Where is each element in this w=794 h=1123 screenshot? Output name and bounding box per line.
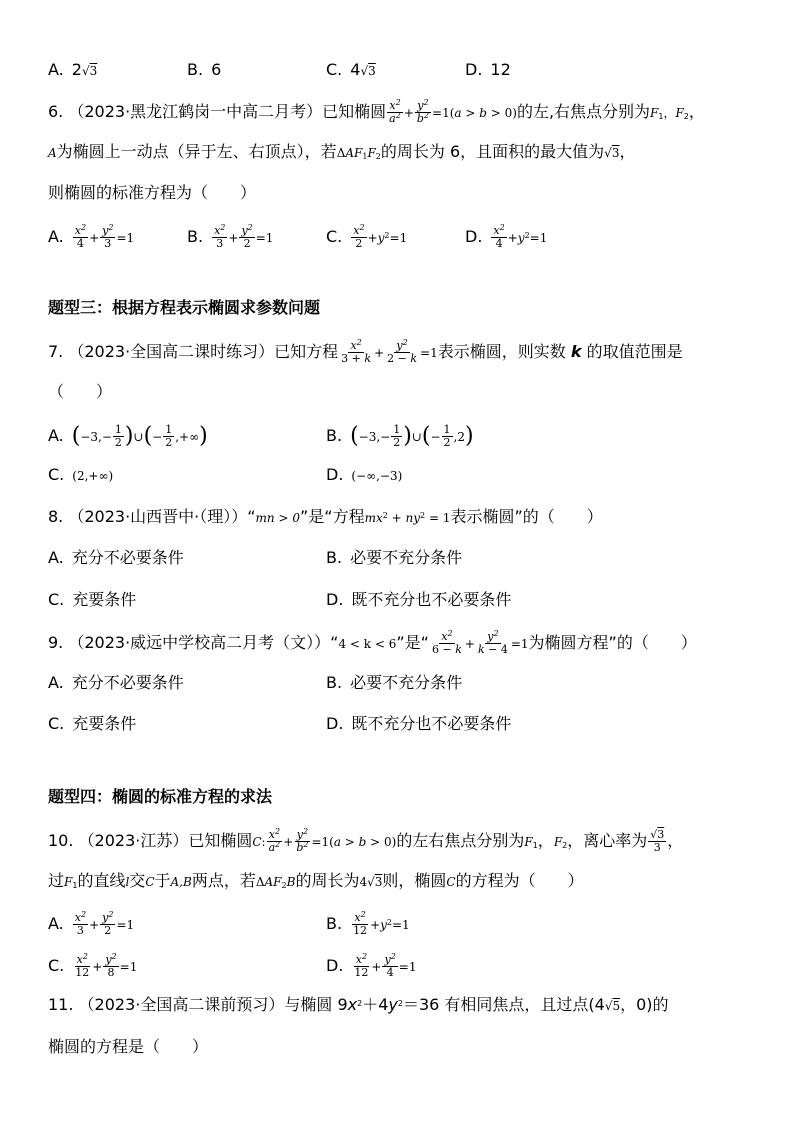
q6-line-1: 6. （2023·黑龙江鹤岗一中高二月考）已知椭圆 $\frac{x^2}{a^2}$ + $\frac{y^2}{b^2}$ =1(a > b > 0)的左,右焦点分别为$F_1$，$F_2$， (48, 98, 705, 125)
q7-option-a: A. (−3,− $\frac{1}{2}$ )∪(− $\frac{1}{2}$ ,+∞) (48, 423, 208, 449)
q7-option-c: C. (2,+∞) (48, 465, 114, 484)
q7-line-2: （ ） (48, 382, 113, 401)
q9-option-a: A. 充分不必要条件 (48, 673, 184, 692)
q6-option-d: D. $\frac{x^2}{4}$ $+y^2=1$ (465, 223, 548, 250)
q7-line-1: 7. （2023·全国高二课时练习）已知方程 $\frac{x^2}{3 + k}$ + $\frac{y^2}{2 - k}$ =1表示椭圆，则实数 k 的取值范围是 (48, 338, 683, 365)
q5-option-c: C. 4√3 (326, 60, 376, 79)
section-3-heading: 题型三：根据方程表示椭圆求参数问题 (48, 298, 321, 317)
q8-option-c: C. 充要条件 (48, 590, 137, 609)
q5-option-a: A. 2√3 (48, 60, 98, 79)
q8-stem: 8. （2023·山西晋中·（理））“mn > 0”是“方程$mx^2 + ny^2 = 1$表示椭圆”的（ ） (48, 507, 603, 526)
q10-option-c: C. $\frac{x^2}{12}$ + $\frac{y^2}{8}$ =1 (48, 952, 138, 979)
q7-option-d: D. (−∞,−3) (326, 465, 403, 484)
q9-option-c: C. 充要条件 (48, 714, 137, 733)
q10-option-d: D. $\frac{x^2}{12}$ + $\frac{y^2}{4}$ =1 (326, 952, 417, 979)
q11-line-2: 椭圆的方程是（ ） (48, 1037, 209, 1056)
q8-option-d: D. 既不充分也不必要条件 (326, 590, 512, 609)
q6-option-c: C. $\frac{x^2}{2}$ $+y^2=1$ (326, 223, 408, 250)
q5-option-d: D. 12 (465, 60, 511, 79)
q9-option-d: D. 既不充分也不必要条件 (326, 714, 512, 733)
q10-option-a: A. $\frac{x^2}{3}$ + $\frac{y^2}{2}$ =1 (48, 910, 135, 937)
q6-line-3: 则椭圆的标准方程为（ ） (48, 183, 257, 202)
q6-line-2: A为椭圆上一动点（异于左、右顶点），若$\Delta AF_1F_2$的周长为 6，且面积的最大值为√3， (48, 142, 636, 161)
q10-option-b: B. $\frac{x^2}{12}$ $+y^2=1$ (326, 910, 410, 937)
q6-option-b: B. $\frac{x^2}{3}$ + $\frac{y^2}{2}$ =1 (187, 223, 274, 250)
q8-option-a: A. 充分不必要条件 (48, 548, 184, 567)
q6-option-a: A. $\frac{x^2}{4}$ + $\frac{y^2}{3}$ =1 (48, 223, 135, 250)
q9-option-b: B. 必要不充分条件 (326, 673, 463, 692)
q8-option-b: B. 必要不充分条件 (326, 548, 463, 567)
q10-line-2: 过$F_1$的直线l交C于A,B两点，若$\Delta AF_2B$的周长为4√3则，椭圆C的方程为（ ） (48, 871, 584, 890)
section-4-heading: 题型四：椭圆的标准方程的求法 (48, 787, 273, 806)
q11-line-1: 11. （2023·全国高二课前预习）与椭圆 $9x^2+4y^2=36$ 有相同焦点，且过点(4√5，0)的 (48, 995, 669, 1014)
q10-line-1: 10. （2023·江苏）已知椭圆C: $\frac{x^2}{a^2}$ + $\frac{y^2}{b^2}$ =1(a > b > 0)的左右焦点分别为$F_1$，$F_2$，离心率为 $\frac{√3}{3}$ ， (48, 827, 684, 854)
q7-option-b: B. (−3,− $\frac{1}{2}$ )∪(− $\frac{1}{2}$ ,2) (326, 423, 474, 449)
q9-stem: 9. （2023·威远中学校高二月考（文））“4 < k < 6”是“ $\frac{x^2}{6 - k}$ + $\frac{y^2}{k - 4}$ =1为椭圆方程”的（ ） (48, 629, 697, 656)
q5-option-b: B. 6 (187, 60, 222, 79)
